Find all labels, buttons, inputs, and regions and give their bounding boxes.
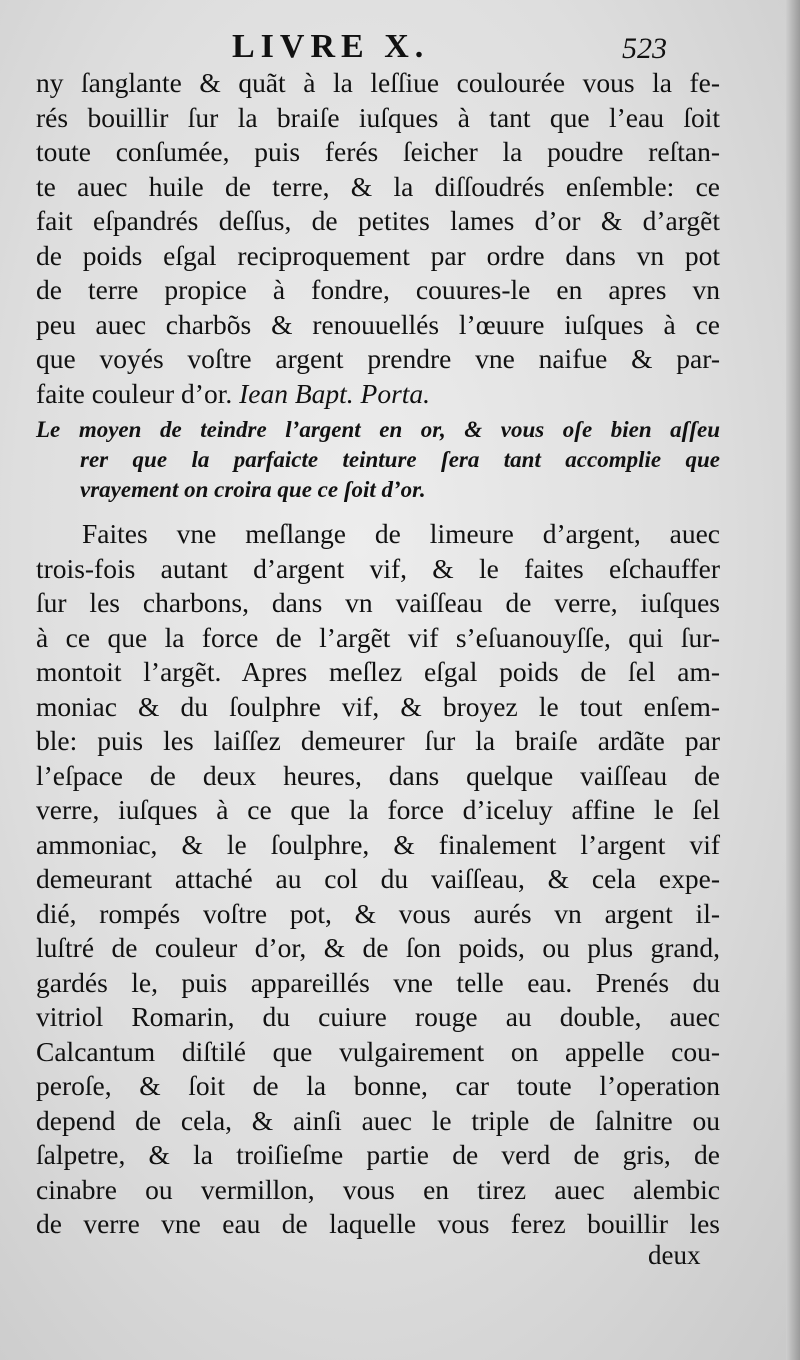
page-edge-shadow <box>786 0 800 1360</box>
text-line: luſtré de couleur d’or, & de ſon poids, ou plus grand, <box>36 932 720 963</box>
page-number: 523 <box>622 32 667 65</box>
author-citation: Iean Bapt. Porta. <box>239 377 431 409</box>
text-line: Faites vne meſlange de limeure d’argent, auec <box>82 518 720 549</box>
section-title-line: Le moyen de teindre l’argent en or, & vous oſe bien aſſeu <box>36 417 720 442</box>
catchword: deux <box>648 1240 701 1270</box>
text-line-last <box>36 377 720 412</box>
running-head: LIVRE X. <box>232 28 430 65</box>
section-title-line: rer que la parfaicte teinture ſera tant accomplie que <box>80 447 720 472</box>
text-line: rés bouillir ſur la braiſe iuſques à tant que l’eau ſoit <box>36 101 720 133</box>
text-line: vitriol Romarin, du cuiure rouge au double, auec <box>36 1001 720 1032</box>
text-line: de poids eſgal reciproquement par ordre dans vn pot <box>36 239 720 271</box>
text-line: cinabre ou vermillon, vous en tirez auec alembic <box>36 1173 720 1205</box>
text-line: gardés le, puis appareillés vne telle eau. Prenés du <box>36 966 720 998</box>
paragraph-1 <box>36 66 720 411</box>
section-title-line: vrayement on croira que ce ſoit d’or. <box>80 477 426 502</box>
text-line: ſalpetre, & la troiſieſme partie de verd de gris, de <box>36 1139 720 1170</box>
text-line: ammoniac, & le ſoulphre, & finalement l’argent vif <box>36 828 720 860</box>
text-line: peroſe, & ſoit de la bonne, car toute l’operation <box>36 1070 720 1101</box>
text-line: toute conſumée, puis ferés ſeicher la poudre reſtan- <box>36 136 720 167</box>
text-line: ble: puis les laiſſez demeurer ſur la braiſe ardãte par <box>36 725 720 756</box>
spacer <box>36 505 720 517</box>
text-line: ſur les charbons, dans vn vaiſſeau de verre, iuſques <box>36 587 720 618</box>
text-line: demeurant attaché au col du vaiſſeau, & cela expe- <box>36 863 720 894</box>
text-line: fait eſpandrés deſſus, de petites lames d’or & d’argẽt <box>36 205 720 236</box>
text-line: montoit l’argẽt. Apres meſlez eſgal poids de ſel am- <box>36 656 720 687</box>
text-line: dié, rompés voſtre pot, & vous aurés vn argent il- <box>36 897 720 929</box>
body-text <box>36 66 720 1242</box>
text-line: à ce que la force de l’argẽt vif s’eſuanouyſſe, qui ſur- <box>36 621 720 653</box>
section-title <box>36 415 720 505</box>
paragraph-2 <box>36 517 720 1242</box>
text-line: l’eſpace de deux heures, dans quelque vaiſſeau de <box>36 759 720 791</box>
text-line: te auec huile de terre, & la diſſoudrés enſemble: ce <box>36 170 720 202</box>
text-line: de verre vne eau de laquelle vous ferez bouillir les <box>36 1208 720 1239</box>
page-header <box>0 28 800 68</box>
paragraph-end-text: faite couleur d’or. <box>36 377 233 409</box>
text-line: depend de cela, & ainſi auec le triple de ſalnitre ou <box>36 1104 720 1136</box>
text-line: moniac & du ſoulphre vif, & broyez le tout enſem- <box>36 690 720 722</box>
text-line: de terre propice à fondre, couures-le en apres vn <box>36 274 720 305</box>
text-line: peu auec charbõs & renouuellés l’œuure iuſques à ce <box>36 308 720 340</box>
text-line: que voyés voſtre argent prendre vne naifue & par- <box>36 343 720 374</box>
text-line: ny ſanglante & quãt à la leſſiue coulourée vous la fe- <box>36 67 720 98</box>
text-line: Calcantum diſtilé que vulgairement on appelle cou- <box>36 1035 720 1067</box>
text-line: verre, iuſques à ce que la force d’iceluy affine le ſel <box>36 794 720 825</box>
text-line: trois-fois autant d’argent vif, & le faites eſchauffer <box>36 552 720 584</box>
